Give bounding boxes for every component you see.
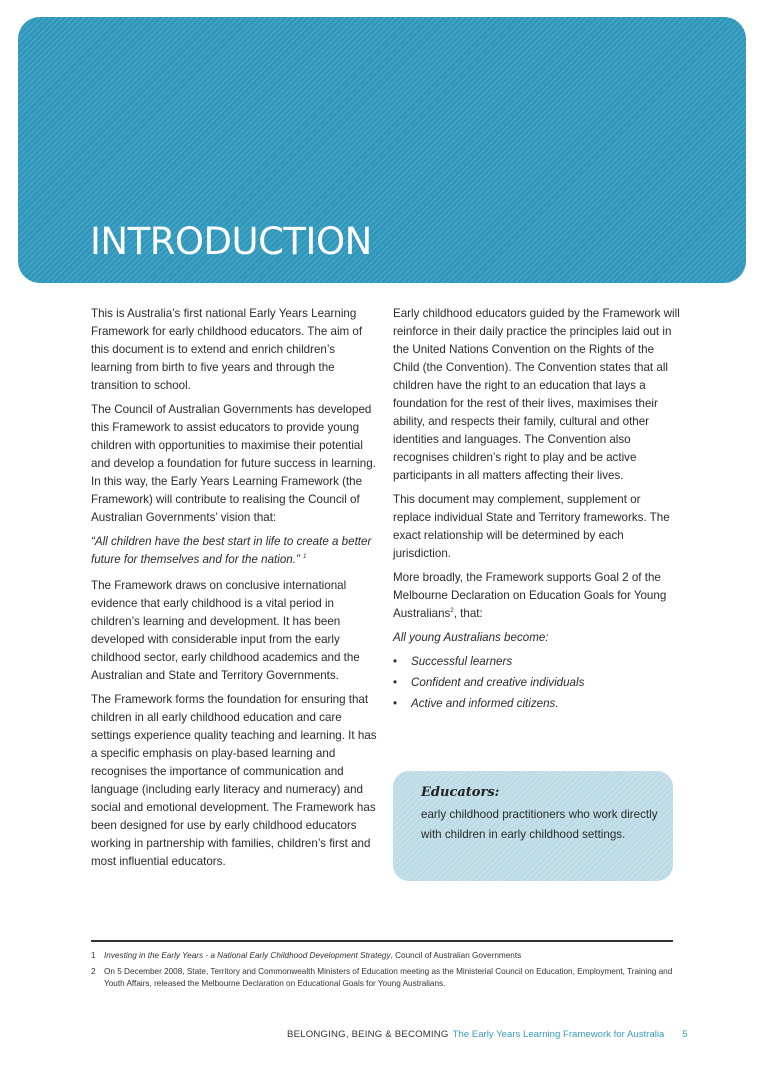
body-paragraph: The Council of Australian Governments has developed this Framework to assist educators to provide young children with opportunities to maximise their potential and develop a foundation for future success in learning. In this way, the Early Years Learning Framework (the Framework) will contribute to realising the Council of Australian Governments’ vision that:: [91, 403, 376, 524]
body-paragraph: Early childhood educators guided by the Framework will reinforce in their daily practice the principles laid out in the United Nations Convention on the Rights of the Child (the Convention). The Convention states that all children have the right to an education that lays a foundation for the rest of their lives, maximises their ability, and respects their family, cultural and other identities and languages. The Convention also recognises children’s right to play and be active participants in all matters affecting their lives.: [393, 307, 680, 482]
goal-item: [393, 674, 681, 692]
goal-item: [393, 653, 681, 671]
footnote-1: [91, 950, 681, 962]
goal-text: Successful learners: [411, 655, 513, 668]
footnote-ref-1[interactable]: 1: [303, 554, 307, 561]
footnote-title: Investing in the Early Years - a National Early Childhood Development Strategy: [104, 951, 391, 960]
footer-subtitle: The Early Years Learning Framework for Australia: [452, 1029, 665, 1040]
body-paragraph: The Framework draws on conclusive international evidence that early childhood is a vital period in children’s learning and development. It has been developed with considerable input from the early childhood sector, early childhood academics and the Australian and State and Territory Governments.: [91, 579, 360, 682]
footnote-divider: [91, 940, 673, 942]
definition-callout: [393, 771, 673, 881]
page-footer: [287, 1029, 688, 1040]
footnotes: [91, 950, 681, 994]
goal-intro-suffix: , that:: [453, 607, 483, 620]
goal-item: [393, 695, 681, 713]
body-paragraph: The Framework forms the foundation for ensuring that children in all early childhood education and care settings experience quality teaching and learning. It has a specific emphasis on play-based learning and recognises the importance of communication and language (including early literacy and numeracy) and social and emotional development. The Framework has been designed for use by early childhood educators working in partnership with families, children’s first and most influential educators.: [91, 693, 377, 868]
page-number: 5: [682, 1029, 688, 1040]
footnote-text: , Council of Australian Governments: [390, 951, 522, 960]
goal-text: Active and informed citizens.: [411, 697, 559, 710]
quote-text: “All children have the best start in life to create a better future for themselves and for the nation.”: [91, 535, 372, 566]
footnote-2: [91, 966, 681, 990]
left-column: [91, 305, 379, 877]
footnote-ref-2[interactable]: 2: [450, 608, 454, 615]
chapter-banner: [18, 17, 746, 283]
goal-text: Confident and creative individuals: [411, 676, 585, 689]
chapter-title: INTRODUCTION: [90, 220, 372, 263]
right-column: [393, 305, 681, 716]
callout-title: Educators:: [421, 785, 500, 800]
body-paragraph: This is Australia’s first national Early Years Learning Framework for early childhood educators. The aim of this document is to extend and enrich children’s learning from birth to five years and through the transition to school.: [91, 307, 363, 392]
goal-intro-text: More broadly, the Framework supports Goal 2 of the Melbourne Declaration on Education Goals for Young Australians: [393, 571, 667, 620]
footer-brand: BELONGING, BEING & BECOMING: [287, 1029, 449, 1040]
bullet-icon: •: [393, 676, 398, 689]
footnote-number: 2: [91, 967, 96, 976]
callout-body: early childhood practitioners who work directly with children in early childhood settings.: [421, 808, 658, 841]
vision-quote: [91, 533, 379, 569]
footnote-text: On 5 December 2008, State, Territory and Commonwealth Ministers of Education meeting as the Ministerial Council on Education, Employment, Training and Youth Affairs, released the Melbourne Declaration on Educational Goals for Young Australians.: [104, 967, 673, 988]
goals-list: [393, 653, 681, 713]
body-paragraph: This document may complement, supplement or replace individual State and Territory frameworks. The exact relationship will be determined by each jurisdiction.: [393, 493, 670, 560]
goal-lead: All young Australians become:: [393, 631, 549, 644]
bullet-icon: •: [393, 697, 398, 710]
bullet-icon: •: [393, 655, 398, 668]
goal-intro: [393, 569, 681, 623]
footnote-number: 1: [91, 951, 96, 960]
